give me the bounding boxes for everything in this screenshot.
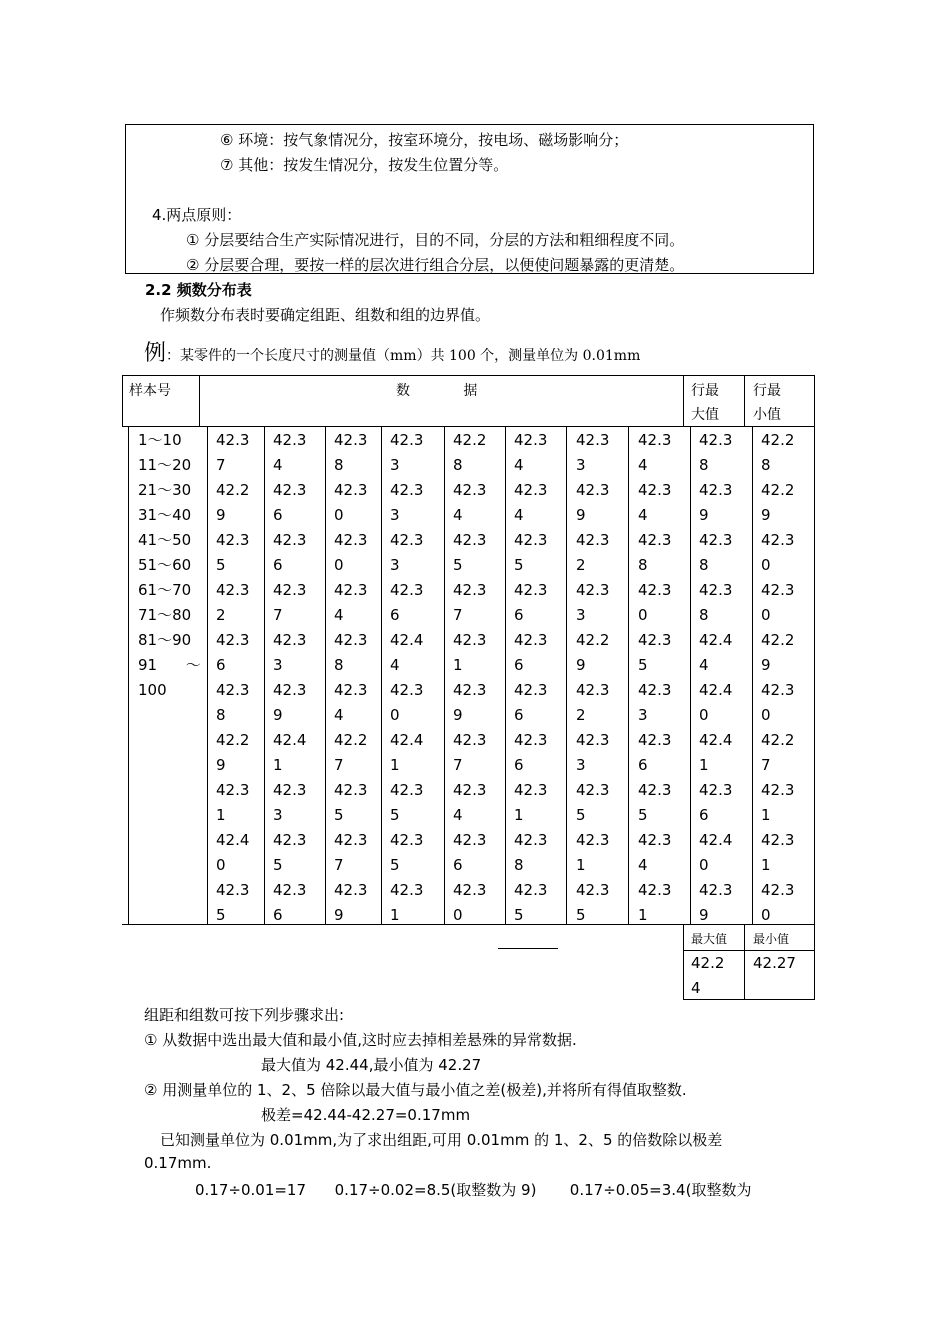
steps-intro: 组距和组数可按下列步骤求出: xyxy=(144,1006,345,1024)
header-rowmin-2: 小值 xyxy=(753,407,781,423)
data-column: 42.3 4 42.3 6 42.3 6 42.3 7 42.3 3 42.3 9 42.4 1 42.3 3 42.3 5 42.3 6 xyxy=(273,431,307,924)
row-label: 41～50 xyxy=(138,531,192,549)
step-2: ② 用测量单位的 1、2、5 倍除以最大值与最小值之差(极差),并将所有得值取整数. xyxy=(144,1081,687,1099)
step-1: ① 从数据中选出最大值和最小值,这时应去掉相差悬殊的异常数据. xyxy=(144,1031,577,1049)
step-2-calculations: 0.17÷0.01=17 0.17÷0.02=8.5(取整数为 9) 0.17÷0.05=3.4(取整数为 xyxy=(195,1181,752,1199)
row-label: 91 ～ xyxy=(138,656,201,674)
box-heading: 4.两点原则： xyxy=(152,206,242,224)
header-rowmax-1: 行最 xyxy=(691,383,719,399)
data-column: 42.2 8 42.2 9 42.3 0 42.3 0 42.2 9 42.3 0 42.2 7 42.3 1 42.3 1 42.3 0 xyxy=(761,431,795,924)
data-column: 42.3 3 42.3 9 42.3 2 42.3 3 42.2 9 42.3 2 42.3 3 42.3 5 42.3 1 42.3 5 xyxy=(576,431,610,924)
header-sample-no: 样本号 xyxy=(129,383,171,399)
box-line-other: ⑦ 其他：按发生情况分，按发生位置分等。 xyxy=(220,156,509,174)
section-title: 2.2 频数分布表 xyxy=(145,281,252,299)
box-line-environment: ⑥ 环境：按气象情况分，按室环境分，按电场、磁场影响分； xyxy=(220,131,629,149)
row-label: 71～80 xyxy=(138,606,192,624)
row-label: 61～70 xyxy=(138,581,192,599)
example-prefix: 例 xyxy=(144,341,167,366)
step-2-range: 极差=42.44-42.27=0.17mm xyxy=(261,1106,471,1124)
header-data: 数 据 xyxy=(396,383,478,399)
box-rule-1: ① 分层要结合生产实际情况进行，目的不同，分层的方法和粗细程度不同。 xyxy=(186,231,685,249)
example-text: ：某零件的一个长度尺寸的测量值（mm）共 100 个，测量单位为 0.01mm xyxy=(166,348,641,364)
data-column: 42.3 8 42.3 0 42.3 0 42.3 4 42.3 8 42.3 4 42.2 7 42.3 5 42.3 7 42.3 9 xyxy=(334,431,368,924)
data-column: 42.3 4 42.3 4 42.3 5 42.3 6 42.3 6 42.3 6 42.3 6 42.3 1 42.3 8 42.3 5 xyxy=(514,431,548,924)
header-rowmin-1: 行最 xyxy=(753,383,781,399)
row-labels xyxy=(138,428,201,703)
row-label: 21～30 xyxy=(138,481,192,499)
row-label: 31～40 xyxy=(138,506,192,524)
summary-max-label: 最大值 xyxy=(691,932,728,946)
data-column: 42.3 4 42.3 4 42.3 8 42.3 0 42.3 5 42.3 3 42.3 6 42.3 5 42.3 4 42.3 1 xyxy=(638,431,672,924)
example-line xyxy=(144,336,640,367)
step-2-explain-cont: 0.17mm. xyxy=(144,1154,212,1172)
data-column: 42.3 7 42.2 9 42.3 5 42.3 2 42.3 6 42.3 8 42.2 9 42.3 1 42.4 0 42.3 5 xyxy=(216,431,250,924)
data-column: 42.3 8 42.3 9 42.3 8 42.3 8 42.4 4 42.4 0 42.4 1 42.3 6 42.4 0 42.3 9 xyxy=(699,431,733,924)
row-label: 81～90 xyxy=(138,631,192,649)
header-rowmax-2: 大值 xyxy=(691,407,719,423)
separator-line xyxy=(498,948,558,949)
row-label: 51～60 xyxy=(138,556,192,574)
data-column: 42.2 8 42.3 4 42.3 5 42.3 7 42.3 1 42.3 9 42.3 7 42.3 4 42.3 6 42.3 0 xyxy=(453,431,487,924)
row-label: 1～10 xyxy=(138,431,182,449)
data-column: 42.3 3 42.3 3 42.3 3 42.3 6 42.4 4 42.3 0 42.4 1 42.3 5 42.3 5 42.3 1 xyxy=(390,431,424,924)
intro-text: 作频数分布表时要确定组距、组数和组的边界值。 xyxy=(160,306,491,324)
summary-min-value: 42.27 xyxy=(753,954,796,972)
step-1-result: 最大值为 42.44,最小值为 42.27 xyxy=(261,1056,482,1074)
row-label: 100 xyxy=(138,681,167,699)
row-label: 11～20 xyxy=(138,456,192,474)
summary-min-label: 最小值 xyxy=(753,932,790,946)
box-rule-2: ② 分层要合理，要按一样的层次进行组合分层，以便使问题暴露的更清楚。 xyxy=(186,256,685,274)
step-2-explain: 已知测量单位为 0.01mm,为了求出组距,可用 0.01mm 的 1、2、5 的倍数除以极差 xyxy=(160,1131,723,1149)
summary-max-value: 42.2 4 xyxy=(691,954,725,997)
